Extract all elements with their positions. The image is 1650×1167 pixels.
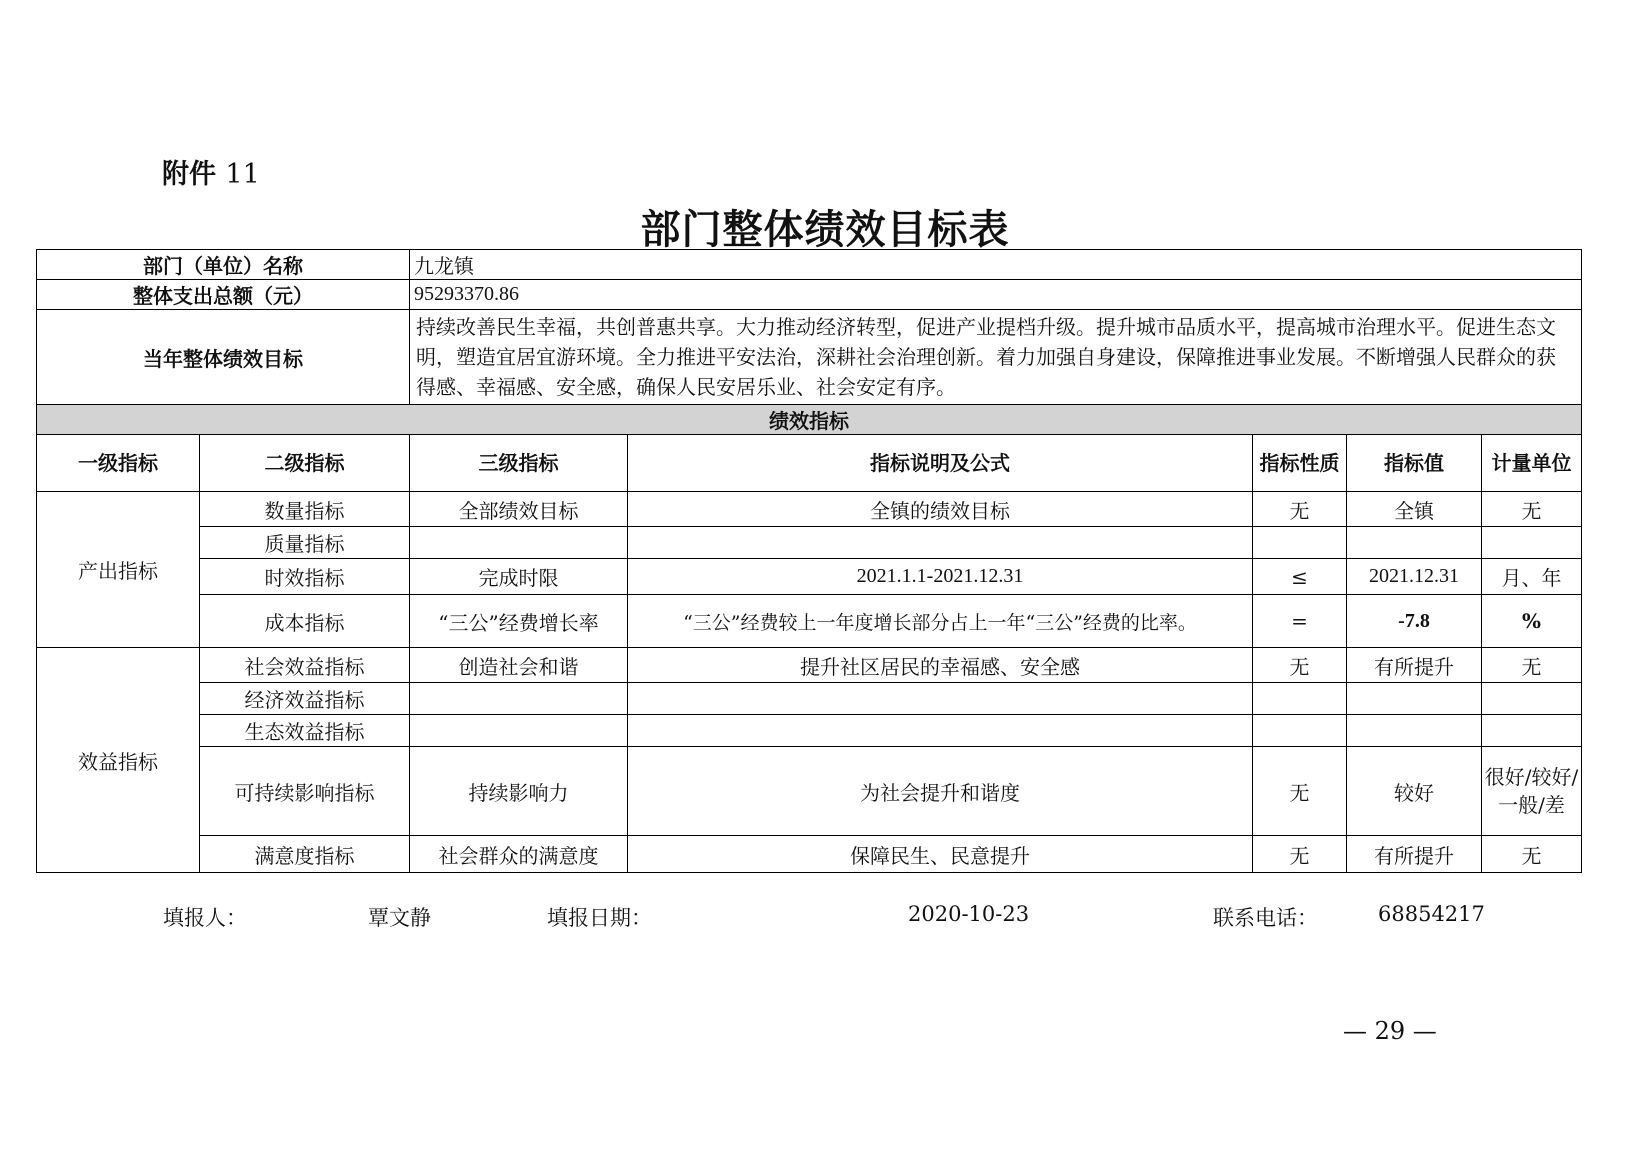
- cell-desc: [628, 527, 1253, 559]
- dept-label: 部门（单位）名称: [37, 250, 410, 280]
- cell-nature: [1253, 683, 1347, 715]
- cell-l3: “三公”经费增长率: [410, 595, 628, 648]
- section-band-row: [37, 405, 1582, 435]
- filler-label: 填报人：: [163, 906, 247, 930]
- cell-l2: 生态效益指标: [200, 715, 410, 747]
- cell-unit: 无: [1482, 836, 1582, 873]
- cell-value: 较好: [1347, 747, 1482, 836]
- table-row: [37, 648, 1582, 683]
- cell-unit: %: [1482, 595, 1582, 648]
- dept-value: 九龙镇: [410, 250, 1582, 280]
- col-desc: 指标说明及公式: [628, 435, 1253, 492]
- cell-value: [1347, 683, 1482, 715]
- cell-l2: 成本指标: [200, 595, 410, 648]
- cell-desc: [628, 683, 1253, 715]
- section-band: 绩效指标: [37, 405, 1582, 435]
- cell-unit: [1482, 527, 1582, 559]
- table-row: [37, 836, 1582, 873]
- attachment-label: [162, 152, 260, 191]
- cell-desc: 2021.1.1-2021.12.31: [628, 559, 1253, 595]
- phone-label: 联系电话：: [1213, 906, 1318, 930]
- cell-value: [1347, 715, 1482, 747]
- cell-l2: 经济效益指标: [200, 683, 410, 715]
- column-header-row: [37, 435, 1582, 492]
- page-number: — 29 —: [1343, 1017, 1437, 1045]
- cell-l3: 持续影响力: [410, 747, 628, 836]
- cell-nature: [1253, 715, 1347, 747]
- phone-value: 68854217: [1378, 902, 1485, 926]
- total-label: 整体支出总额（元）: [37, 280, 410, 310]
- table-row: [37, 683, 1582, 715]
- cell-l3: 完成时限: [410, 559, 628, 595]
- col-level2: 二级指标: [200, 435, 410, 492]
- group-output: 产出指标: [37, 492, 200, 648]
- cell-value: 有所提升: [1347, 836, 1482, 873]
- cell-desc: “三公”经费较上一年度增长部分占上一年“三公”经费的比率。: [628, 595, 1253, 648]
- cell-nature: ≤: [1253, 559, 1347, 595]
- cell-l3: 全部绩效目标: [410, 492, 628, 527]
- cell-l2: 数量指标: [200, 492, 410, 527]
- cell-l2: 社会效益指标: [200, 648, 410, 683]
- goal-row: [37, 310, 1582, 405]
- table-row: [37, 527, 1582, 559]
- cell-unit: 无: [1482, 648, 1582, 683]
- cell-desc: 保障民生、民意提升: [628, 836, 1253, 873]
- cell-nature: 无: [1253, 648, 1347, 683]
- cell-l2: 可持续影响指标: [200, 747, 410, 836]
- table-row: [37, 492, 1582, 527]
- table-row: [37, 715, 1582, 747]
- cell-nature: 无: [1253, 836, 1347, 873]
- cell-l3: [410, 683, 628, 715]
- cell-value: 有所提升: [1347, 648, 1482, 683]
- table-row: [37, 747, 1582, 836]
- cell-desc: 提升社区居民的幸福感、安全感: [628, 648, 1253, 683]
- cell-desc: [628, 715, 1253, 747]
- col-nature: 指标性质: [1253, 435, 1347, 492]
- date-value: 2020-10-23: [908, 902, 1030, 926]
- cell-l3: 创造社会和谐: [410, 648, 628, 683]
- attachment-prefix: 附件: [162, 159, 216, 190]
- cell-unit: [1482, 683, 1582, 715]
- cell-nature: [1253, 527, 1347, 559]
- total-row: [37, 280, 1582, 310]
- cell-nature: 无: [1253, 492, 1347, 527]
- dept-row: [37, 250, 1582, 280]
- table-row: [37, 595, 1582, 648]
- cell-nature: 无: [1253, 747, 1347, 836]
- cell-value: [1347, 527, 1482, 559]
- performance-table: [36, 249, 1582, 873]
- cell-desc: 全镇的绩效目标: [628, 492, 1253, 527]
- cell-unit: [1482, 715, 1582, 747]
- group-benefit: 效益指标: [37, 648, 200, 873]
- cell-value: 全镇: [1347, 492, 1482, 527]
- cell-value: -7.8: [1347, 595, 1482, 648]
- cell-unit: 无: [1482, 492, 1582, 527]
- cell-unit: 月、年: [1482, 559, 1582, 595]
- date-label: 填报日期：: [547, 906, 652, 930]
- col-level3: 三级指标: [410, 435, 628, 492]
- attachment-number: 11: [225, 159, 260, 190]
- goal-value: 持续改善民生幸福，共创普惠共享。大力推动经济转型，促进产业提档升级。提升城市品质水平，提高城市治理水平。促进生态文明，塑造宜居宜游环境。全力推进平安法治，深耕社会治理创新。着力加强自身建设，保障推进事业发展。不断增强人民群众的获得感、幸福感、安全感，确保人民安居乐业、社会安定有序。: [410, 310, 1582, 405]
- filler-name: 覃文静: [368, 906, 431, 930]
- col-unit: 计量单位: [1482, 435, 1582, 492]
- cell-l2: 时效指标: [200, 559, 410, 595]
- cell-unit: 很好/较好/一般/差: [1482, 747, 1582, 836]
- cell-nature: =: [1253, 595, 1347, 648]
- cell-value: 2021.12.31: [1347, 559, 1482, 595]
- table-row: [37, 559, 1582, 595]
- cell-l2: 质量指标: [200, 527, 410, 559]
- goal-label: 当年整体绩效目标: [37, 310, 410, 405]
- cell-l3: [410, 527, 628, 559]
- total-value: 95293370.86: [410, 280, 1582, 310]
- cell-desc: 为社会提升和谐度: [628, 747, 1253, 836]
- col-value: 指标值: [1347, 435, 1482, 492]
- cell-l2: 满意度指标: [200, 836, 410, 873]
- page-title: 部门整体绩效目标表: [640, 206, 1010, 253]
- col-level1: 一级指标: [37, 435, 200, 492]
- cell-l3: 社会群众的满意度: [410, 836, 628, 873]
- cell-l3: [410, 715, 628, 747]
